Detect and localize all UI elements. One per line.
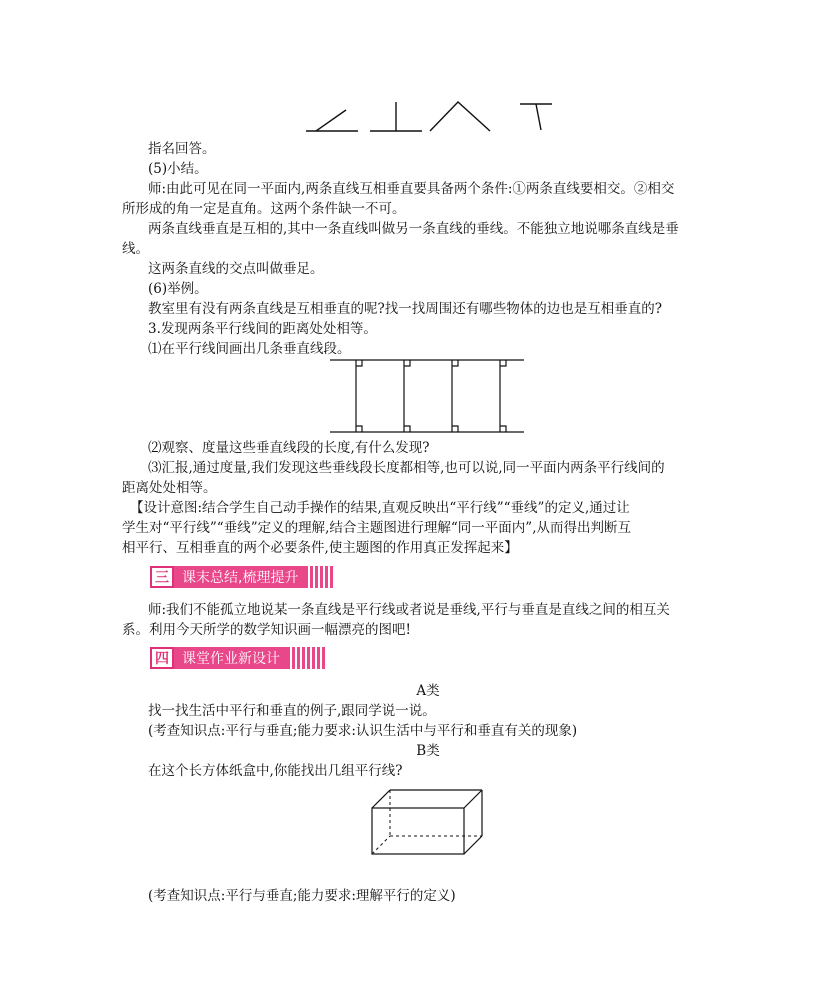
section-number: 四 <box>150 647 174 669</box>
right-angle-mark <box>356 360 362 366</box>
text-line: (考查知识点:平行与垂直;能力要求:认识生活中与平行和垂直有关的现象) <box>148 723 578 739</box>
section-banner-4 <box>150 647 325 669</box>
text-line: ⑵观察、度量这些垂直线段的长度,有什么发现? <box>148 440 430 456</box>
section-title: 课堂作业新设计 <box>174 647 290 669</box>
category-heading-b: B类 <box>416 743 440 759</box>
figure-3-angle <box>430 102 490 131</box>
text-line: 师:由此可见在同一平面内,两条直线互相垂直要具备两个条件:①两条直线要相交。②相交 <box>148 181 675 197</box>
text-line: ⑴在平行线间画出几条垂直线段。 <box>148 341 351 357</box>
angle-figures <box>300 98 560 138</box>
text-line: 系。利用今天所学的数学知识画一幅漂亮的图吧! <box>122 622 411 638</box>
right-angle-mark <box>452 426 458 432</box>
text-line: 找一找生活中平行和垂直的例子,跟同学说一说。 <box>148 703 436 719</box>
cuboid-edge <box>464 836 482 854</box>
right-angle-mark <box>404 426 410 432</box>
figure-1-slant <box>316 110 346 131</box>
section-number: 三 <box>150 566 174 588</box>
text-line: 【设计意图:结合学生自己动手操作的结果,直观反映出“平行线”“垂线”的定义,通过让 <box>130 500 630 516</box>
text-line: 两条直线垂直是互相的,其中一条直线叫做另一条直线的垂线。不能独立地说哪条直线是垂 <box>148 221 679 237</box>
text-line: 距离处处相等。 <box>122 480 217 496</box>
category-heading-a: A类 <box>416 683 440 699</box>
text-line: (考查知识点:平行与垂直;能力要求:理解平行的定义) <box>148 888 456 904</box>
section-banner-3 <box>150 566 333 588</box>
text-line: (5)小结。 <box>148 161 208 177</box>
text-line: 这两条直线的交点叫做垂足。 <box>148 261 324 277</box>
cuboid-figure <box>368 786 488 858</box>
cuboid-hidden-edge <box>372 836 390 854</box>
right-angle-mark <box>500 426 506 432</box>
text-line: 师:我们不能孤立地说某一条直线是平行线或者说是垂线,平行与垂直是直线之间的相互关 <box>148 602 670 618</box>
text-line: 指名回答。 <box>148 141 216 157</box>
right-angle-mark <box>404 360 410 366</box>
banner-stripes <box>292 647 325 669</box>
right-angle-mark <box>356 426 362 432</box>
figure-4-stem <box>536 104 541 130</box>
text-line: 线。 <box>122 241 149 257</box>
parallel-lines-figure <box>330 356 526 436</box>
text-line: 学生对“平行线”“垂线”定义的理解,结合主题图进行理解“同一平面内”,从而得出判断互 <box>122 520 631 536</box>
cuboid-edge <box>464 790 482 808</box>
text-line: 3.发现两条平行线间的距离处处相等。 <box>148 321 377 337</box>
text-line: 所形成的角一定是直角。这两个条件缺一不可。 <box>122 201 406 217</box>
cuboid-front-face <box>372 808 464 854</box>
text-line: 教室里有没有两条直线是互相垂直的呢?找一找周围还有哪些物体的边也是互相垂直的? <box>148 301 662 317</box>
right-angle-mark <box>500 360 506 366</box>
text-line: 在这个长方体纸盒中,你能找出几组平行线? <box>148 763 403 779</box>
text-line: ⑶汇报,通过度量,我们发现这些垂线段长度都相等,也可以说,同一平面内两条平行线间的 <box>148 460 665 476</box>
banner-stripes <box>310 566 333 588</box>
section-title: 课末总结,梳理提升 <box>174 566 308 588</box>
cuboid-edge <box>372 790 390 808</box>
right-angle-mark <box>452 360 458 366</box>
text-line: 相平行、互相垂直的两个必要条件,使主题图的作用真正发挥起来】 <box>122 540 518 556</box>
text-line: (6)举例。 <box>148 281 208 297</box>
